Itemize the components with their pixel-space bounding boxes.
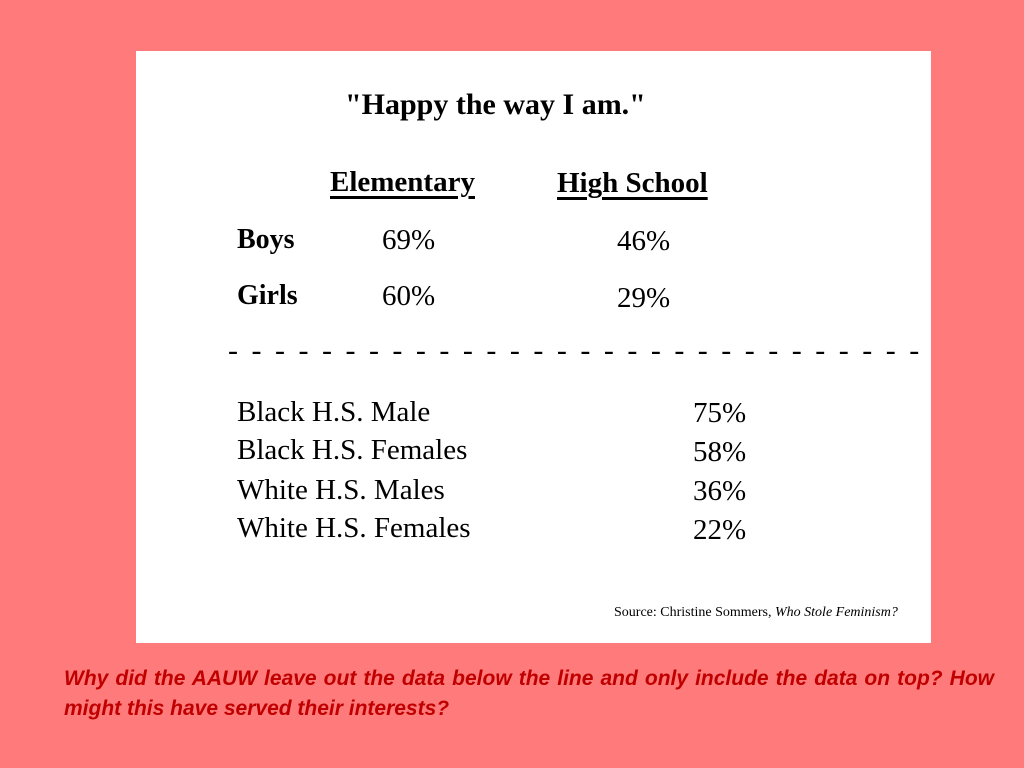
column-header-high-school: High School: [557, 167, 708, 199]
dashed-divider: - - - - - - - - - - - - - - - - - - - - - - - - - - - - - -: [228, 334, 923, 367]
subgroup-value-black-females: 58%: [693, 436, 747, 468]
source-book-title: Who Stole Feminism?: [775, 605, 898, 620]
girls-elementary-value: 60%: [382, 280, 436, 312]
subgroup-value-white-males: 36%: [693, 475, 747, 507]
document-title: "Happy the way I am.": [345, 88, 646, 121]
source-prefix: Source: Christine Sommers,: [614, 605, 772, 620]
subgroup-label-white-females: White H.S. Females: [237, 512, 471, 544]
subgroup-value-black-male: 75%: [693, 397, 747, 429]
boys-elementary-value: 69%: [382, 224, 436, 256]
subgroup-label-black-male: Black H.S. Male: [237, 396, 431, 428]
row-label-girls: Girls: [237, 280, 298, 311]
row-label-boys: Boys: [237, 224, 295, 255]
boys-high-school-value: 46%: [617, 225, 671, 257]
girls-high-school-value: 29%: [617, 282, 671, 314]
column-header-elementary: Elementary: [330, 166, 475, 198]
subgroup-label-black-females: Black H.S. Females: [237, 434, 468, 466]
subgroup-value-white-females: 22%: [693, 514, 747, 546]
source-citation: [614, 605, 898, 621]
subgroup-label-white-males: White H.S. Males: [237, 474, 445, 506]
discussion-question: Why did the AAUW leave out the data below the line and only include the data on top? How might this have served their interests?: [64, 667, 994, 720]
